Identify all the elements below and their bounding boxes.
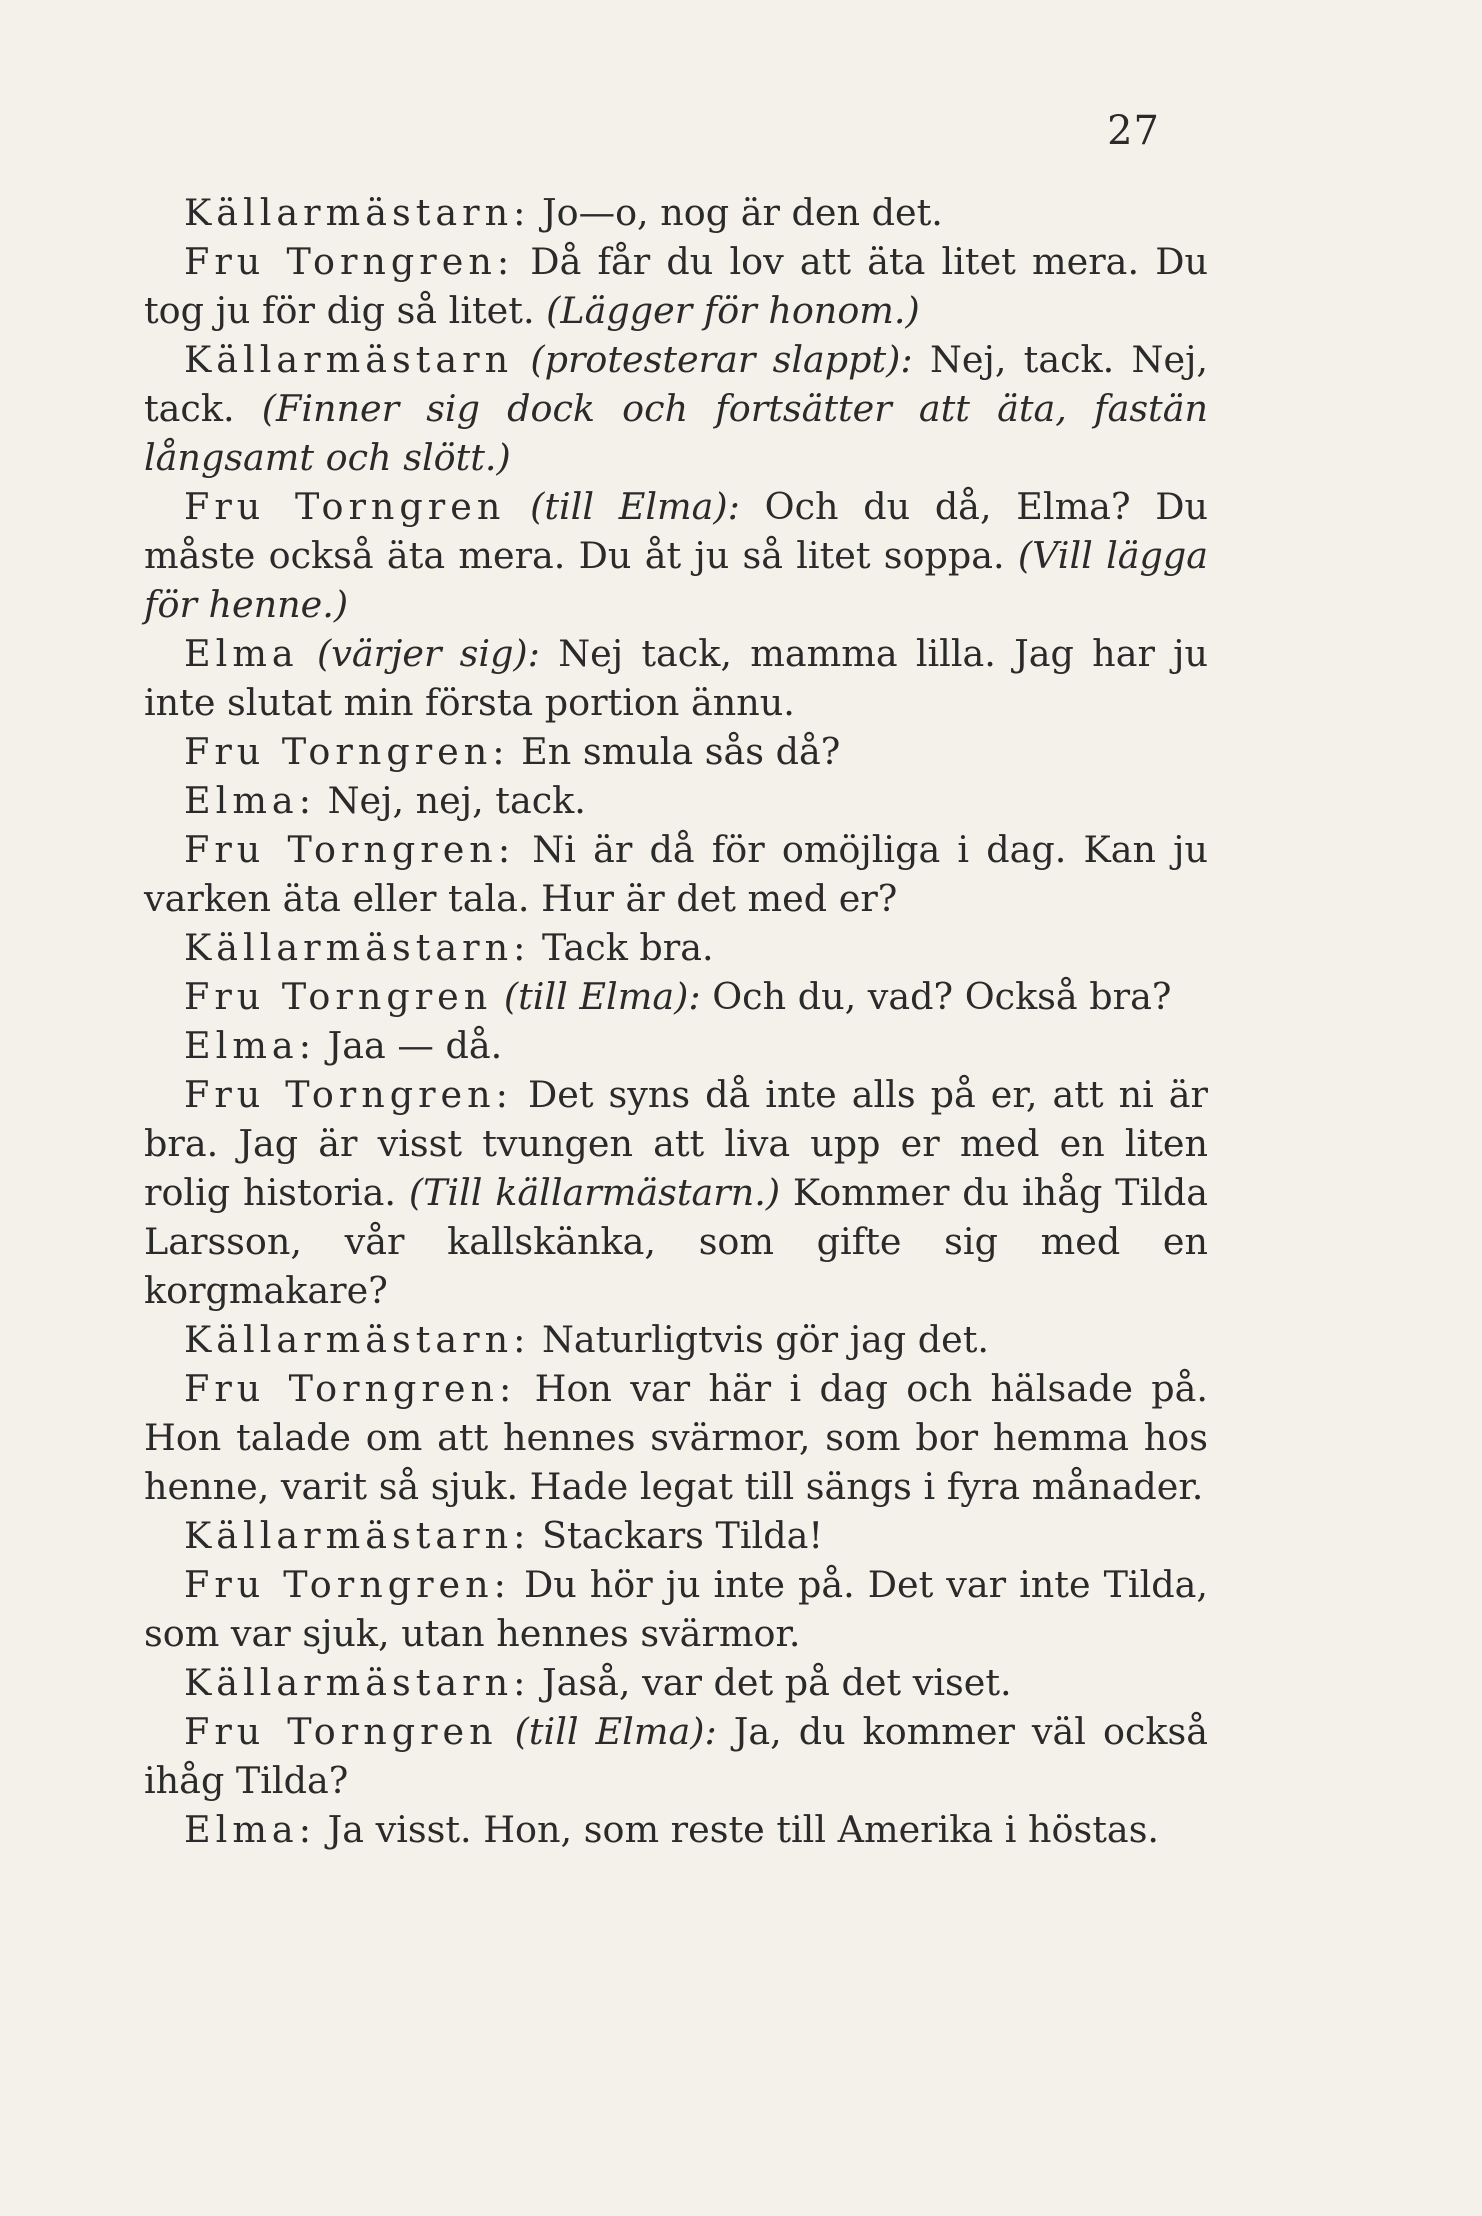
dialogue-line: En smula sås då? [509,730,841,773]
dialogue-line: Och du, vad? Också bra? [700,975,1172,1018]
dialogue-paragraph [144,188,1208,237]
dialogue-line: Nej tack, mamma lilla. Jag har ju inte slutat min första portion ännu. [144,632,1208,724]
dialogue-paragraph [144,1560,1208,1658]
speaker-name: Källarmästarn [184,338,514,381]
dialogue-text [144,188,1208,1854]
speaker-name: Källarmästarn: [184,1661,531,1704]
dialogue-line: Ja, du kommer väl också ihåg Tilda? [144,1710,1208,1802]
dialogue-paragraph [144,1070,1208,1315]
speaker-name: Fru Torngren: [184,828,516,871]
dialogue-line: Och du då, Elma? Du måste också äta mera. Du åt ju så litet soppa. [144,485,1208,577]
dialogue-line: Kommer du ihåg Tilda Larsson, vår kallskänka, som gifte sig med en korgmakare? [144,1171,1208,1312]
stage-direction: (till Elma): [530,485,740,528]
stage-direction: (Vill lägga för henne.) [144,534,1208,626]
stage-direction: (till Elma): [514,1710,717,1753]
dialogue-paragraph [144,237,1208,335]
dialogue-paragraph [144,629,1208,727]
dialogue-line: Nej, tack. Nej, tack. [144,338,1209,430]
speaker-name: Källarmästarn: [184,1318,531,1361]
dialogue-line: Det syns då inte alls på er, att ni är bra. Jag är visst tvungen att liva upp er med en liten rolig historia. [144,1073,1208,1214]
speaker-name: Elma: [184,1808,316,1851]
dialogue-paragraph [144,1315,1208,1364]
dialogue-line [513,338,530,381]
stage-direction: (Till källarmästarn.) [408,1171,781,1214]
speaker-name: Fru Torngren: [184,1367,517,1410]
dialogue-paragraph [144,776,1208,825]
dialogue-paragraph [144,825,1208,923]
dialogue-paragraph [144,1707,1208,1805]
stage-direction: (värjer sig): [316,632,540,675]
speaker-name: Fru Torngren [184,1710,498,1753]
dialogue-line [498,1710,515,1753]
dialogue-paragraph [144,1021,1208,1070]
dialogue-paragraph [144,1511,1208,1560]
dialogue-line [505,485,530,528]
dialogue-paragraph [144,972,1208,1021]
speaker-name: Elma [184,632,299,675]
speaker-name: Fru Torngren: [184,1073,513,1116]
page-number: 27 [1107,108,1160,154]
stage-direction: (till Elma): [503,975,701,1018]
speaker-name: Källarmästarn: [184,191,531,234]
dialogue-line: Jo—o, nog är den det. [530,191,943,234]
dialogue-line: Ja visst. Hon, som reste till Amerika i höstas. [316,1808,1160,1851]
dialogue-line: Ni är då för omöjliga i dag. Kan ju varken äta eller tala. Hur är det med er? [144,828,1209,920]
stage-direction: (Lägger för honom.) [546,289,920,332]
speaker-name: Elma: [184,1024,316,1067]
speaker-name: Källarmästarn: [184,1514,531,1557]
dialogue-line: Jaså, var det på det viset. [530,1661,1012,1704]
dialogue-line: Nej, nej, tack. [316,779,586,822]
dialogue-paragraph [144,1658,1208,1707]
stage-direction: (protesterar slappt): [530,338,913,381]
dialogue-line: Stackars Tilda! [530,1514,823,1557]
stage-direction: (Finner sig dock och fortsätter att äta, fastän långsamt och slött.) [144,387,1208,479]
speaker-name: Fru Torngren: [184,240,515,283]
speaker-name: Elma: [184,779,316,822]
dialogue-line [492,975,504,1018]
dialogue-paragraph [144,727,1208,776]
speaker-name: Fru Torngren [184,485,506,528]
speaker-name: Fru Torngren [184,975,493,1018]
dialogue-line: Tack bra. [530,926,714,969]
dialogue-paragraph [144,923,1208,972]
dialogue-paragraph [144,1805,1208,1854]
speaker-name: Källarmästarn: [184,926,531,969]
dialogue-line [299,632,317,675]
dialogue-paragraph [144,1364,1208,1511]
dialogue-line: Hon var här i dag och hälsade på. Hon talade om att hennes svärmor, som bor hemma hos henne, varit så sjuk. Hade legat till sängs i fyra månader. [144,1367,1208,1508]
dialogue-line: Du hör ju inte på. Det var inte Tilda, som var sjuk, utan hennes svärmor. [144,1563,1208,1655]
speaker-name: Fru Torngren: [184,1563,511,1606]
dialogue-paragraph [144,482,1208,629]
dialogue-line: Naturligtvis gör jag det. [530,1318,989,1361]
dialogue-line: Jaa — då. [316,1024,503,1067]
dialogue-paragraph [144,335,1208,482]
dialogue-line: Då får du lov att äta litet mera. Du tog ju för dig så litet. [144,240,1208,332]
speaker-name: Fru Torngren: [184,730,510,773]
